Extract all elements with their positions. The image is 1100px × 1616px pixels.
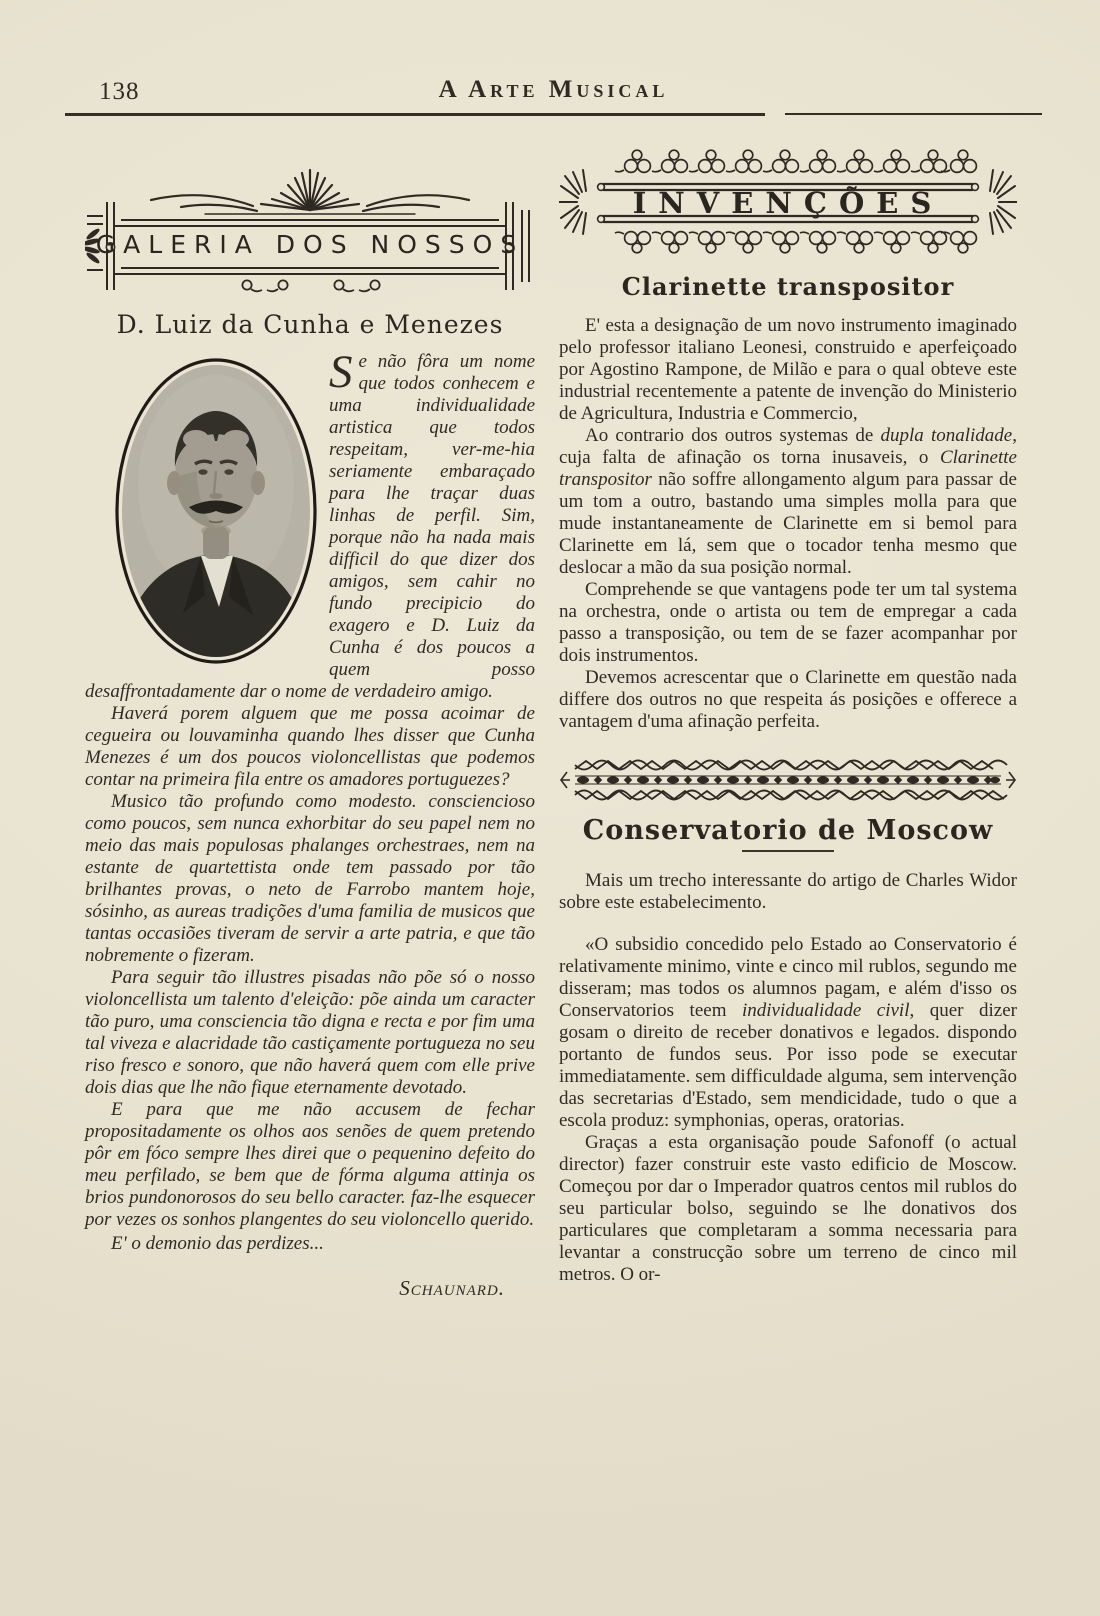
paragraph: Mais um trecho interessante do artigo de Charles Widor sobre este estabelecimento. — [559, 870, 1017, 913]
italic-term: Clarinette transpositor — [559, 447, 1017, 490]
author-signature: Schaunard. — [399, 1276, 505, 1300]
paragraph: Devemos acrescentar que o Clarinette em questão nada differe dos outros no que respeita ás posições e offerece a vantagem d'uma afinação perfeita. — [559, 667, 1017, 732]
drop-cap: S — [329, 346, 353, 398]
galeria-section-title: GALERIA DOS NOSSOS — [95, 230, 525, 259]
profile-article-body — [85, 346, 535, 1300]
right-column — [559, 146, 1017, 1299]
invencoes-section-banner — [559, 146, 1017, 258]
page-header — [65, 76, 1042, 116]
paragraph: Haverá porem alguem que me possa acoimar de cegueira ou louvaminha quando lhes disser que Cunha Menezes é um dos poucos violoncellistas que podemos contar na primeira fila entre os amadores portuguezes? — [85, 703, 535, 790]
closing-line: E' o demonio das perdizes... — [111, 1233, 324, 1254]
italic-term: individualidade civil — [742, 1000, 910, 1021]
paragraph: Graças a esta organisação poude Safonoff (o actual director) fazer construir este vasto edificio de Moscow. Começou por dar o Imperador quatros centos mil rublos do seu particular bolso, seguindo se lhe donativos dos particulares que completaram a somma necessaria para levantar a construcção sobre um terreno de cinco mil metros. O or- — [559, 1132, 1017, 1285]
paragraph: Comprehende se que vantagens pode ter um tal systema na orchestra, onde o artista ou tem de empregar a cada passo a transposição, ou tem de se fazer acompanhar por dois instrumentos. — [559, 579, 1017, 666]
paragraph: E' esta a designação de um novo instrumento imaginado pelo professor italiano Leonesi, construido e aperfeiçoado por Agostino Rampone, de Milão e para o qual obteve este industrial recentemente a patente de invenção do Ministerio de Agricultura, Industria e Commercio, — [559, 315, 1017, 424]
clarinette-article-title: Clarinette transpositor — [621, 272, 955, 301]
zigzag-divider-ornament — [559, 757, 1017, 803]
sunburst-frame-ornament — [85, 146, 535, 298]
italic-term: dupla tonalidade — [880, 425, 1013, 446]
header-rule-right — [785, 113, 1042, 116]
invencoes-section-title: INVENÇÕES — [632, 186, 944, 220]
two-column-layout — [85, 146, 1017, 1299]
moscow-article-title: Conservatorio de Moscow — [582, 815, 994, 846]
portrait-illustration — [113, 355, 319, 667]
journal-title: A Arte Musical — [438, 76, 669, 103]
header-rule-left — [65, 113, 765, 116]
moscow-article-body — [559, 870, 1017, 1286]
left-column — [85, 146, 535, 1299]
paragraph: Ao contrario dos outros systemas de dupla tonalidade, cuja falta de afinação os torna inusaveis, o Clarinette transpositor não soffre allongamento algum para passar de um tom a outro, bastando uma simples molla para que mude instantaneamente de Clarinette em si bemol para Clarinette em lá, sem que o tocador tenha mesmo que deslocar a mão da sua posição normal. — [559, 425, 1017, 578]
galeria-section-box — [85, 146, 535, 298]
oval-portrait-photo — [85, 355, 321, 671]
page-number: 138 — [99, 78, 140, 105]
paragraph-spacer — [559, 914, 1017, 934]
title-rule — [742, 850, 834, 852]
paragraph: Para seguir tão illustres pisadas não põe só o nosso violoncellista um talento d'eleição: põe ainda um caracter tão puro, uma consciencia tão digna e recta e por fim uma tal viveza e alacridade tão castiçamente portugueza no seu riso fresco e sonoro, que não haverá quem com elle prive dois dias que lhe não fique eternamente devotado. — [85, 967, 535, 1098]
paragraph: Se não fôra um nome que todos conhecem e uma individualidade artistica que todos respeitam, ver-me-hia seriamente embaraçado para lhe traçar duas linhas de perfil. Sim, porque não ha nada mais difficil do que dizer dos amigos, sem cahir no fundo precipicio do exagero e D. Luiz da Cunha é dos poucos a quem posso desaffrontadamente dar o nome de verdadeiro amigo. — [85, 346, 535, 702]
paragraph: Musico tão profundo como modesto. consciencioso como poucos, sem nunca exhorbitar do seu papel nem no meio das mais populosas phalanges orchestraes, nem na estante de quartettista onde tem passado por tão brilhantes provas, o neto de Farrobo mantem hoje, sósinho, as aureas tradições d'uma familia de musicos que tantas occasiões tiveram de servir a arte patria, e que tão nobremente o fizeram. — [85, 791, 535, 966]
paragraph: «O subsidio concedido pelo Estado ao Conservatorio é relativamente minimo, vinte e cinco mil rublos, segundo me disseram; mas todos os alumnos pagam, e além d'isso os Conservatorios teem individualidade civil, quer dizer gosam o direito de receber donativos e legados. dispondo portanto de fundos seus. Por isso pode se executar immediatamente. sem difficuldade alguma, sem intervenção das secretarias d'Estado, sem mendicidade, tudo o que a escola produz: symphonias, operas, oratorias. — [559, 934, 1017, 1131]
paragraph: E para que me não accusem de fechar propositadamente os olhos aos senões de quem pretendo pôr em fóco sempre lhes direi que o pequenino defeito do meu perfilado, se bem que de fórma alguma attinja os brios pundonorosos do seu bello caracter. faz-lhe esquecer por vezes os sonhos plangentes do seu violoncello querido. — [85, 1099, 535, 1230]
profile-article-title: D. Luiz da Cunha e Menezes — [116, 310, 504, 339]
clarinette-article-body — [559, 315, 1017, 733]
header-rule — [65, 113, 1042, 116]
